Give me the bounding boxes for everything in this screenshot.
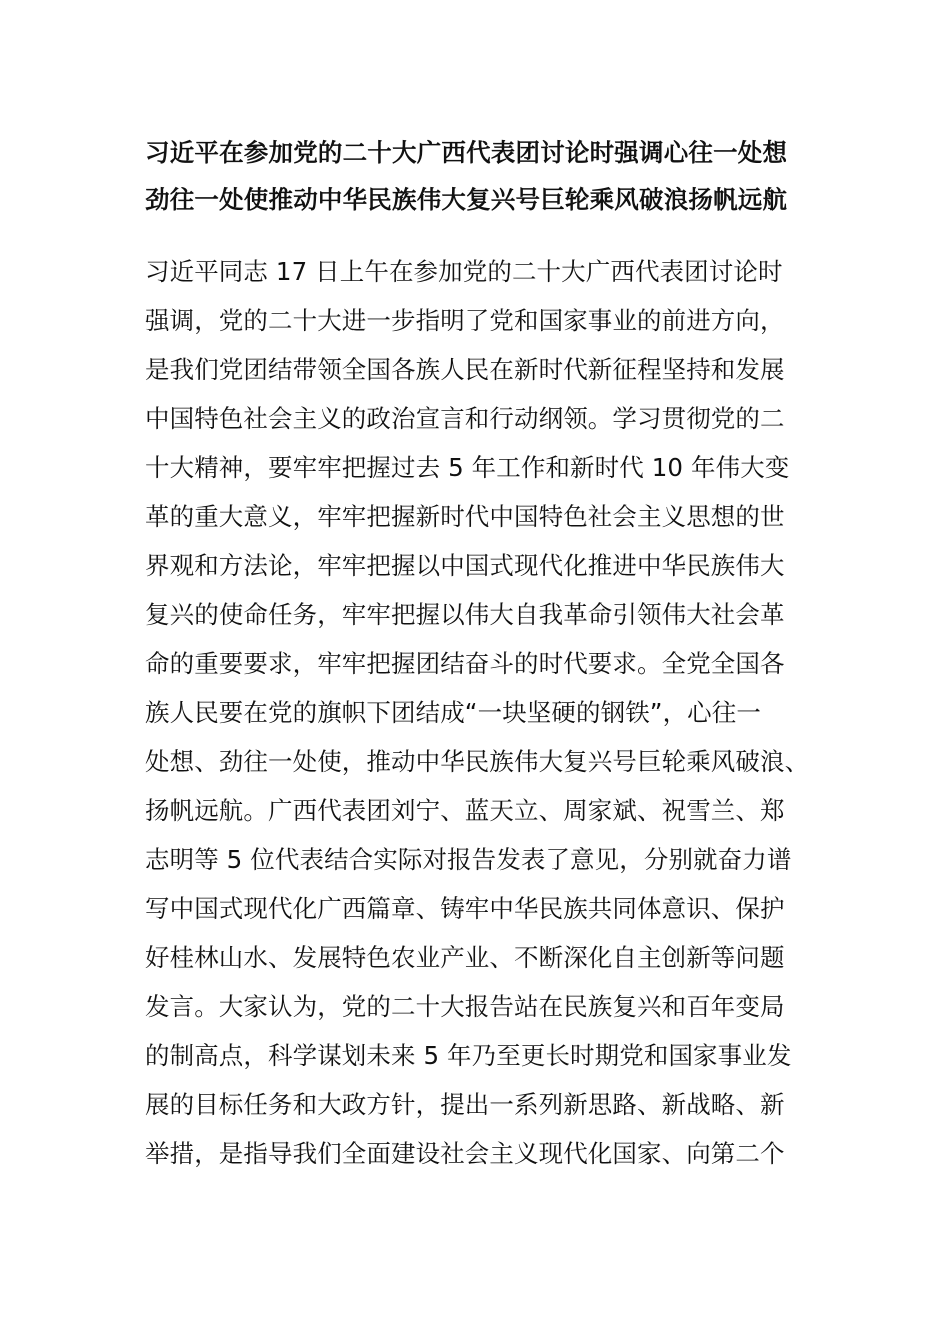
body-line-16: 发言。大家认为，党的二十大报告站在民族复兴和百年变局	[145, 992, 785, 1021]
body-line-13: 志明等 5 位代表结合实际对报告发表了意见，分别就奋力谱	[145, 845, 792, 874]
body-line-18: 展的目标任务和大政方针，提出一系列新思路、新战略、新	[145, 1090, 785, 1119]
body-line-3: 是我们党团结带领全国各族人民在新时代新征程坚持和发展	[145, 355, 785, 384]
body-line-2: 强调，党的二十大进一步指明了党和国家事业的前进方向，	[145, 306, 785, 335]
body-line-8: 复兴的使命任务，牢牢把握以伟大自我革命引领伟大社会革	[145, 600, 785, 629]
body-line-7: 界观和方法论，牢牢把握以中国式现代化推进中华民族伟大	[145, 551, 785, 580]
body-line-17: 的制高点，科学谋划未来 5 年乃至更长时期党和国家事业发	[145, 1041, 792, 1070]
body-line-14: 写中国式现代化广西篇章、铸牢中华民族共同体意识、保护	[145, 894, 785, 923]
document-title-line-2: 劲往一处使推动中华民族伟大复兴号巨轮乘风破浪扬帆远航	[145, 185, 788, 214]
body-line-1: 习近平同志 17 日上午在参加党的二十大广西代表团讨论时	[145, 257, 783, 286]
body-line-10: 族人民要在党的旗帜下团结成“一块坚硬的钢铁”，心往一	[145, 698, 761, 727]
body-line-6: 革的重大意义，牢牢把握新时代中国特色社会主义思想的世	[145, 502, 785, 531]
document-title-line-1: 习近平在参加党的二十大广西代表团讨论时强调心往一处想	[145, 138, 788, 167]
body-line-11: 处想、劲往一处使，推动中华民族伟大复兴号巨轮乘风破浪、	[145, 747, 810, 776]
body-line-5: 十大精神，要牢牢把握过去 5 年工作和新时代 10 年伟大变	[145, 453, 790, 482]
body-line-9: 命的重要要求，牢牢把握团结奋斗的时代要求。全党全国各	[145, 649, 785, 678]
body-line-19: 举措，是指导我们全面建设社会主义现代化国家、向第二个	[145, 1139, 785, 1168]
body-line-15: 好桂林山水、发展特色农业产业、不断深化自主创新等问题	[145, 943, 785, 972]
body-line-4: 中国特色社会主义的政治宣言和行动纲领。学习贯彻党的二	[145, 404, 785, 433]
body-line-12: 扬帆远航。广西代表团刘宁、蓝天立、周家斌、祝雪兰、郑	[145, 796, 785, 825]
